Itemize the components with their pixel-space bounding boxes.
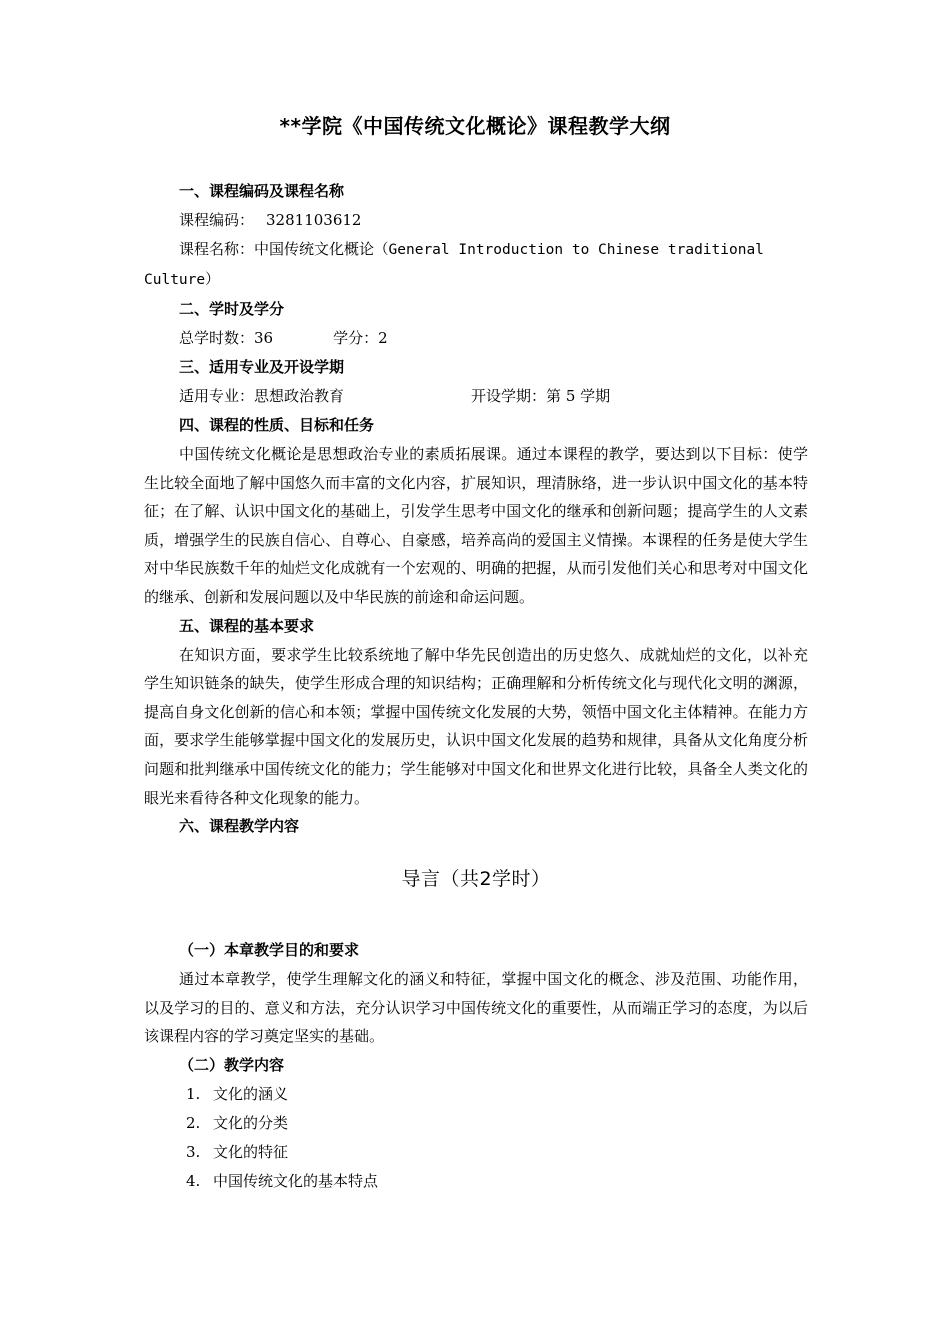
major-label: 适用专业： bbox=[179, 387, 255, 405]
chapter-title: 导言（共2学时） bbox=[401, 868, 551, 891]
nature-goals-paragraph: 中国传统文化概论是思想政治专业的素质拓展课。通过本课程的教学，要达到以下目标：使学生比较全面地了解中国悠久而丰富的文化内容，扩展知识，理清脉络，进一步认识中国文化的基本特征；在了解、认识中国文化的基础上，引发学生思考中国文化的继承和创新问题；提高学生的人文素质，增强学生的民族自信心、自尊心、自豪感，培养高尚的爱国主义情操。本课程的任务是使大学生对中华民族数千年的灿烂文化成就有一个宏观的、明确的把握，从而引发他们关心和思考对中国文化的继承、创新和发展问题以及中华民族的前途和命运问题。 bbox=[144, 445, 808, 606]
list-item-number: 4. bbox=[186, 1171, 201, 1190]
term-label: 开设学期： bbox=[471, 387, 547, 405]
list-item-number: 3. bbox=[186, 1142, 201, 1161]
requirements-paragraph: 在知识方面，要求学生比较系统地了解中华先民创造出的历史悠久、成就灿烂的文化，以补充学生知识链条的缺失，使学生形成合理的知识结构；正确理解和分析传统文化与现代化文明的渊源，提高自身文化创新的信心和本领；掌握中国传统文化发展的大势，领悟中国文化主体精神。在能力方面，要求学生能够掌握中国文化的发展历史，认识中国文化发展的趋势和规律，具备从文化角度分析问题和批判继承中国传统文化的能力；学生能够对中国文化和世界文化进行比较，具备全人类文化的眼光来看待各种文化现象的能力。 bbox=[144, 645, 808, 807]
total-hours-value: 36 bbox=[254, 329, 274, 347]
document-title: **学院《中国传统文化概论》课程教学大纲 bbox=[279, 114, 671, 138]
chapter-objectives-paragraph: 通过本章教学，使学生理解文化的涵义和特征，掌握中国文化的概念、涉及范围、功能作用，以及学习的目的、意义和方法，充分认识学习中国传统文化的重要性，从而端正学习的态度，为以后该课程内容的学习奠定坚实的基础。 bbox=[144, 970, 808, 1046]
course-code-line bbox=[144, 206, 808, 235]
list-item-number: 1. bbox=[186, 1084, 201, 1103]
list-item bbox=[144, 1080, 808, 1109]
section-heading-major-term: 三、适用专业及开设学期 bbox=[179, 358, 345, 376]
section-heading-course-code: 一、课程编码及课程名称 bbox=[179, 182, 345, 200]
course-code-value: 3281103612 bbox=[266, 211, 362, 229]
section-heading-nature-goals: 四、课程的性质、目标和任务 bbox=[179, 416, 375, 434]
section-heading-requirements: 五、课程的基本要求 bbox=[179, 616, 315, 635]
credits-value: 2 bbox=[378, 329, 388, 347]
term-value: 第 5 学期 bbox=[546, 387, 611, 405]
total-hours-label: 总学时数： bbox=[179, 329, 255, 347]
list-item-text: 文化的分类 bbox=[213, 1113, 289, 1132]
list-item-text: 文化的特征 bbox=[213, 1142, 289, 1161]
major-term-line bbox=[144, 382, 808, 411]
course-name-english: （General Introduction to Chinese traditional Culture） bbox=[144, 242, 764, 288]
major-value: 思想政治教育 bbox=[254, 387, 345, 405]
list-item-text: 文化的涵义 bbox=[213, 1084, 289, 1103]
list-item-text: 中国传统文化的基本特点 bbox=[213, 1171, 379, 1190]
course-name-value: 中国传统文化概论 bbox=[254, 240, 375, 258]
list-item bbox=[144, 1167, 808, 1196]
credits-label: 学分： bbox=[333, 329, 379, 347]
list-item-number: 2. bbox=[186, 1113, 201, 1132]
document-body bbox=[144, 177, 808, 1196]
course-name-label: 课程名称： bbox=[179, 240, 255, 258]
chapter-objectives-heading: （一）本章教学目的和要求 bbox=[179, 941, 360, 960]
section-heading-teaching-content: 六、课程教学内容 bbox=[179, 817, 300, 836]
course-code-label: 课程编码： bbox=[179, 211, 255, 229]
hours-credits-line bbox=[144, 324, 808, 353]
course-name-line bbox=[144, 235, 808, 295]
list-item bbox=[144, 1109, 808, 1138]
chapter-content-heading: （二）教学内容 bbox=[179, 1055, 285, 1074]
list-item bbox=[144, 1138, 808, 1167]
section-heading-hours-credits: 二、学时及学分 bbox=[179, 300, 285, 318]
